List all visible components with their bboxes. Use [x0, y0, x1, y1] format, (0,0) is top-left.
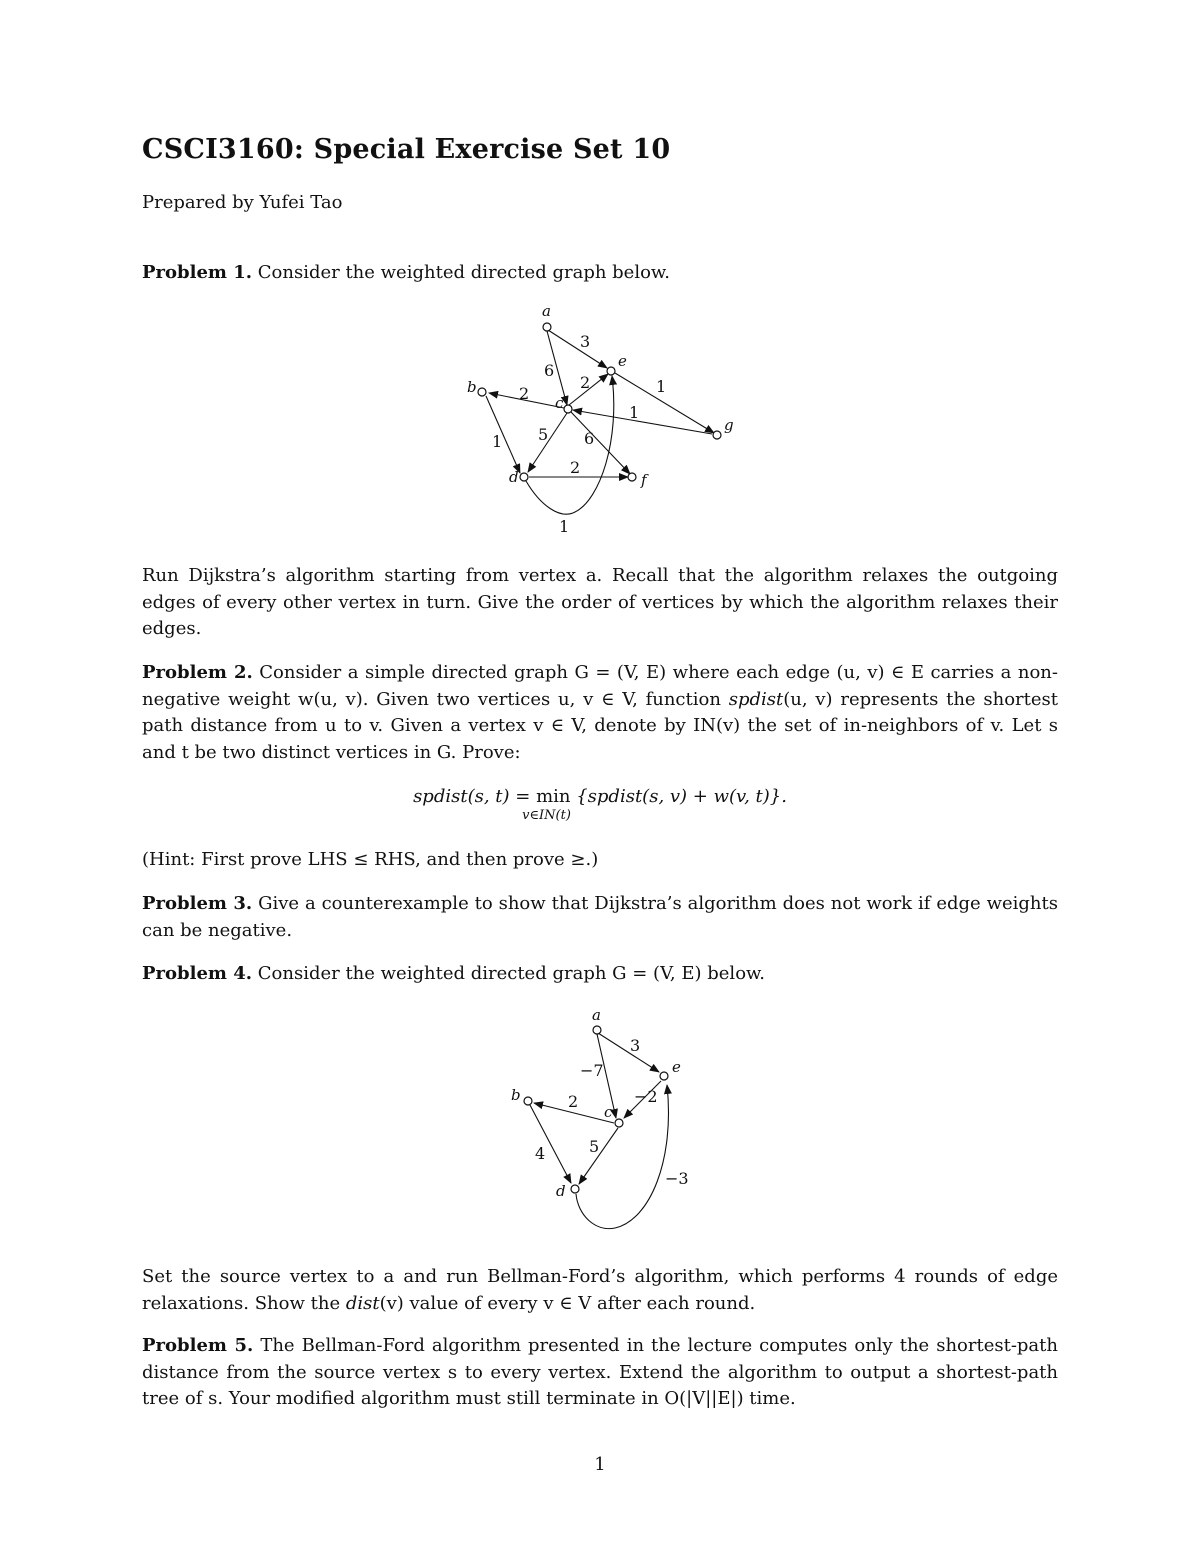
node2-label-b: b [511, 1086, 521, 1104]
problem-5-text: The Bellman-Ford algorithm presented in the lecture computes only the shortest-path distance from the source vertex s to every vertex. Extend the algorithm to output a shortest-path tree of s. Your modified algorithm must still terminate in O(|V||E|) time. [142, 1335, 1058, 1409]
edge2-d-e [576, 1085, 668, 1229]
problem-1-intro-text: Consider the weighted directed graph below. [257, 262, 670, 283]
weight-b-d: 1 [492, 432, 503, 451]
node2-label-c: c [604, 1103, 613, 1121]
node-e [607, 367, 615, 375]
node2-d [571, 1185, 579, 1193]
edge2-a-e [598, 1033, 659, 1072]
problem-5-body [142, 1333, 1058, 1413]
problem-1-label: Problem 1. [142, 262, 253, 283]
weight2-d-e: −3 [665, 1169, 689, 1188]
weight2-c-d: 5 [589, 1137, 600, 1156]
problem-5-label: Problem 5. [142, 1335, 254, 1356]
weight-c-b: 2 [519, 384, 530, 403]
weight-c-f: 6 [584, 429, 595, 448]
edge-d-e [526, 376, 614, 514]
problem-2-hint: (Hint: First prove LHS ≤ RHS, and then prove ≥.) [142, 849, 599, 870]
problem-3-label: Problem 3. [142, 893, 253, 914]
node-f [628, 473, 636, 481]
problem-4-intro-text: Consider the weighted directed graph G = (V, E) below. [257, 963, 766, 984]
node-label-e: e [618, 352, 627, 370]
weight2-c-b: 2 [568, 1092, 579, 1111]
problem-4-text-a: Set the source vertex to a and run Bellman-Ford’s algorithm, which performs 4 rounds of edge relaxations. Show the [142, 1266, 1058, 1314]
equation-min-subscript: v∈IN(t) [522, 808, 571, 823]
weight2-e-c: −2 [634, 1087, 658, 1106]
problem-4-label: Problem 4. [142, 963, 253, 984]
weight2-b-d: 4 [535, 1144, 546, 1163]
problem-2-fn: spdist [728, 688, 784, 710]
node2-a [593, 1026, 601, 1034]
node-c [564, 405, 572, 413]
page-title: CSCI3160: Special Exercise Set 10 [142, 134, 671, 165]
node2-label-e: e [672, 1058, 681, 1076]
problem-2-label: Problem 2. [142, 662, 253, 683]
equation-min [522, 786, 571, 823]
problem-4-text-b: (v) value of every v ∈ V after each round. [379, 1292, 756, 1314]
node-label-b: b [467, 378, 477, 396]
weight-g-c: 1 [629, 403, 640, 422]
node2-label-d: d [556, 1182, 566, 1200]
node-g [713, 431, 721, 439]
equation-lhs: spdist(s, t) = [413, 786, 537, 807]
node-a [543, 323, 551, 331]
node-label-f: f [641, 471, 647, 489]
node-label-d: d [509, 468, 519, 486]
problem-2-text-a: Consider a simple directed graph G = (V, E) where each edge (u, v) ∈ E carries a non-negative weight w(u, v). Given two vertices u, v ∈ V, function [142, 662, 1058, 710]
node-label-c: c [555, 394, 564, 412]
weight2-a-c: −7 [580, 1061, 604, 1080]
weight2-a-e: 3 [630, 1036, 641, 1055]
problem-3-body [142, 891, 1058, 944]
weight-a-c: 6 [544, 361, 555, 380]
equation-min-op: min [536, 786, 571, 807]
node2-label-a: a [592, 1006, 601, 1024]
node-d [520, 473, 528, 481]
author-line: Prepared by Yufei Tao [142, 192, 343, 213]
page-number: 1 [594, 1454, 606, 1475]
node2-e [660, 1072, 668, 1080]
weight-c-d: 5 [538, 425, 549, 444]
node-b [478, 388, 486, 396]
weight-d-e: 1 [559, 517, 570, 536]
equation [0, 786, 1200, 823]
problem-4-intro [142, 961, 1058, 988]
weight-e-g: 1 [656, 377, 667, 396]
weight-c-e: 2 [580, 373, 591, 392]
node2-b [524, 1097, 532, 1105]
node-label-a: a [542, 302, 551, 320]
weight-d-f: 2 [570, 458, 581, 477]
node2-c [615, 1119, 623, 1127]
weight-a-e: 3 [580, 332, 591, 351]
problem-2-text-b: (u, v) represents the shortest path distance from u to v. Given a vertex v ∈ V, denote by IN(v) the set of in-neighbors of v. Let s and t be two distinct vertices in G. Prove: [142, 688, 1059, 763]
node-label-g: g [724, 416, 734, 434]
problem-3-text: Give a counterexample to show that Dijkstra’s algorithm does not work if edge weights can be negative. [142, 893, 1058, 941]
problem-2-body [142, 660, 1058, 766]
problem-4-body [142, 1264, 1058, 1317]
problem-4-fn: dist [345, 1292, 380, 1314]
problem-1-body: Run Dijkstra’s algorithm starting from vertex a. Recall that the algorithm relaxes the outgoing edges of every other vertex in turn. Give the order of vertices by which the algorithm relaxes their edges. [142, 565, 1058, 639]
equation-rhs: {spdist(s, v) + w(v, t)}. [576, 786, 787, 807]
edge-a-e [548, 330, 607, 368]
